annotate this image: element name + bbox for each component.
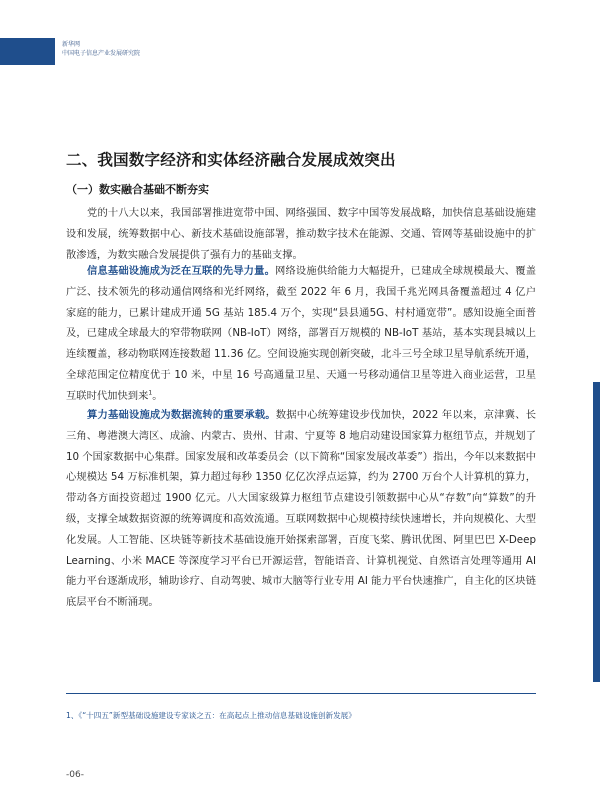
page-header [62,40,140,58]
side-accent-bar [593,382,600,682]
page-number: -06- [66,770,84,780]
paragraph-body: 数据中心统筹建设步伐加快，2022 年以来，京津冀、长三角、粤港澳大湾区、成渝、内蒙古、贵州、甘肃、宁夏等 8 地启动建设国家算力枢纽节点，并规划了 10 个国家数据中心集群。国家发展和改革委员会（以下简称“国家发展改革委”）指出，今年以来数据中心规模达 54 万标准机架，算力超过每秒 1350 亿亿次浮点运算，约为 2700 万台个人计算机的算力，带动各方面投资超过 1900 亿元。八大国家级算力枢纽节点建设引领数据中心从“存数”向“算数”的升级，支撑全域数据资源的统筹调度和高效流通。互联网数据中心规模持续快速增长，并向规模化、大型化发展。人工智能、区块链等新技术基础设施开始探索部署，百度飞桨、腾讯优图、阿里巴巴 X-Deep Learning、小米 MACE 等深度学习平台已开源运营，智能语音、计算机视觉、自然语言处理等通用 AI 能力平台逐渐成形，辅助诊疗、自动驾驶、城市大脑等行业专用 AI 能力平台快速推广，自主化的区块链底层平台不断涌现。 [66,409,536,609]
header-accent-bar [0,38,55,65]
footnote-ref[interactable]: 1 [148,389,153,397]
paragraph-intro: 党的十八大以来，我国部署推进宽带中国、网络强国、数字中国等发展战略，加快信息基础设施建设和发展，统筹数据中心、新技术基础设施部署，推动数字技术在能源、交通、管网等基础设施中的扩散渗透，为数实融合发展提供了强有力的基础支撑。 [66,207,536,261]
footnote-divider [66,693,536,694]
paragraph-lead: 算力基础设施成为数据流转的重要承载。 [87,409,276,421]
paragraph-end: 。 [152,389,163,402]
header-publisher: 新华网 [62,41,81,48]
footnote: 1、《“十四五”新型基础设施建设专家谈之五：在高起点上推动信息基础设施创新发展》 [66,711,356,720]
paragraph-body: 网络设施供给能力大幅提升，已建成全球规模最大、覆盖广泛、技术领先的移动通信网络和光纤网络，截至 2022 年 6 月，我国千兆光网具备覆盖超过 4 亿户家庭的能力，已累计建成开通 5G 基站 185.4 万个，实现“县县通5G、村村通宽带”。感知设施全面普及，已建成全球最大的窄带物联网（NB-IoT）网络，部署百万规模的 NB-IoT 基站，基本实现县城以上连续覆盖，移动物联网连接数超 11.36 亿。空间设施实现创新突破，北斗三号全球卫星导航系统开通，全球范围定位精度优于 10 米，中星 16 号高通量卫星、天通一号移动通信卫星等进入商业运营，卫星互联时代加快到来 [66,265,536,402]
sub-title: （一）数实融合基础不断夯实 [66,183,209,196]
section-title: 二、我国数字经济和实体经济融合发展成效突出 [66,151,396,169]
paragraph-lead: 信息基础设施成为泛在互联的先导力量。 [87,265,276,277]
header-institute: 中国电子信息产业发展研究院 [62,50,141,57]
paragraph-information-infrastructure [66,261,536,407]
paragraph-computing-infrastructure [66,405,536,613]
